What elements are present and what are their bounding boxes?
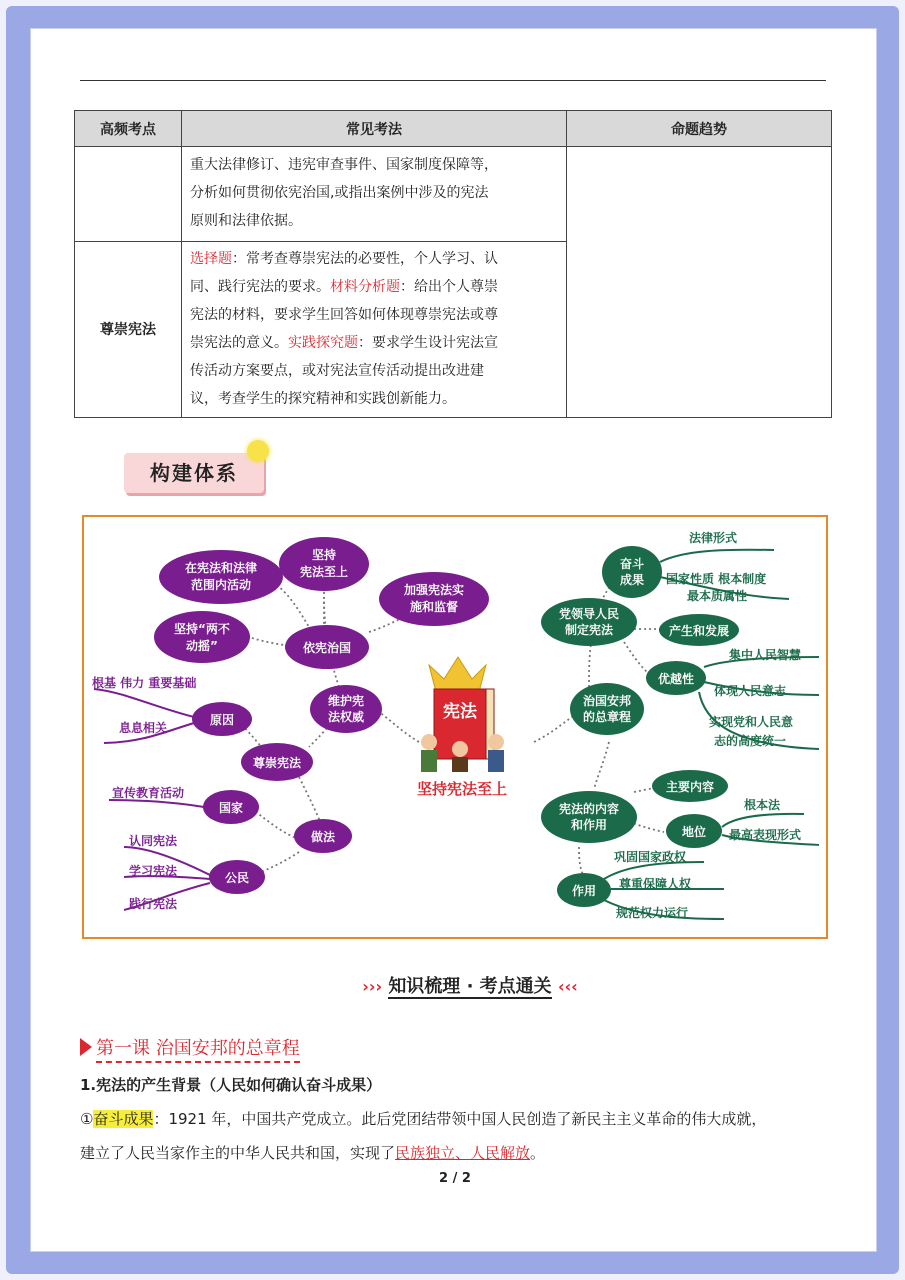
center-illustration: [417, 657, 507, 798]
paragraph: [80, 1102, 840, 1170]
table-cell: [182, 242, 567, 418]
cell-line: 重大法律修订、违宪审查事件、国家制度保障等，: [190, 157, 498, 173]
key-phrase: 民族独立、人民解放: [395, 1144, 531, 1162]
sun-dot-icon: [247, 440, 269, 462]
table-row: [75, 147, 832, 242]
node-label: 公民: [224, 871, 250, 885]
banner-title: 知识梳理 · 考点通关: [388, 976, 552, 997]
node-dld: [541, 598, 637, 646]
cell-line: 宪法的材料，要求学生回答如何体现尊崇宪法或尊: [190, 306, 498, 323]
cell-text: ：要求学生设计宪法宣: [358, 334, 498, 351]
leaf-label: 践行宪法: [129, 897, 178, 911]
cell-line: 分析如何贯彻依宪治国,或指出案例中涉及的宪法: [190, 185, 489, 201]
node-label: 成果: [619, 573, 645, 587]
node-label: 尊崇宪法: [252, 756, 302, 770]
section-banner: [340, 972, 600, 1002]
mind-map-svg: [84, 517, 826, 937]
node-label: 维护宪: [327, 694, 365, 708]
cell-text: ：给出个人尊崇: [400, 278, 498, 295]
node-c3: [379, 572, 489, 626]
center-title: 坚持宪法至上: [416, 780, 508, 798]
node-label: 原因: [209, 713, 235, 727]
exam-points-table: [74, 110, 832, 418]
node-nrzy: [541, 791, 637, 843]
cell-line: 议，考查学生的探究精神和实践创新能力。: [190, 390, 456, 407]
node-label: 奋斗: [619, 557, 645, 571]
topic-cell: 尊崇宪法: [75, 242, 182, 418]
node-label: 制定宪法: [564, 623, 614, 637]
point-title: 1.宪法的产生背景（人民如何确认奋斗成果）: [80, 1076, 382, 1094]
cell-line: 传活动方案要点，或对宪法宣传活动提出改进建: [190, 362, 484, 379]
triangle-marker-icon: [80, 1038, 92, 1056]
node-label: 依宪治国: [302, 641, 352, 655]
figure-body: [452, 757, 468, 772]
leaf-label: 根基 伟力 重要基础: [92, 676, 197, 690]
left-leaf-labels: [92, 675, 196, 911]
node-label: 的总章程: [582, 710, 632, 724]
node-label: 主要内容: [665, 780, 715, 794]
cell-line: [190, 245, 558, 273]
node-label: 加强宪法实: [403, 583, 465, 597]
leaf-label: 尊重保障人权: [619, 877, 692, 891]
table-header: 命题趋势: [567, 111, 832, 147]
figure-icon: [452, 741, 468, 757]
node-label: 国家: [218, 801, 244, 815]
table-cell-trend: [567, 147, 832, 418]
lesson-title-text: 第一课 治国安邦的总章程: [96, 1038, 300, 1063]
section-heading-text: 构建体系: [150, 461, 238, 485]
question-type: 材料分析题: [330, 278, 400, 295]
node-c4: [154, 611, 250, 663]
leaf-label: 集中人民智慧: [729, 648, 802, 662]
leaf-label: 体现人民意志: [714, 684, 787, 698]
leaf-label: 规范权力运行: [616, 906, 689, 920]
cell-line: 原则和法律依据。: [190, 213, 302, 229]
mind-map: [82, 515, 828, 939]
cell-text: ：常考查尊崇宪法的必要性，个人学习、认: [232, 250, 498, 267]
leaf-label: 法律形式: [689, 531, 738, 545]
node-label: 在宪法和法律: [184, 561, 258, 575]
figure-icon: [421, 734, 437, 750]
table-header: 高频考点: [75, 111, 182, 147]
node-c2: [279, 537, 369, 591]
node-label: 做法: [310, 830, 336, 844]
node-fdcg: [602, 546, 662, 598]
figure-icon: [488, 734, 504, 750]
chevrons-left-icon: ‹‹‹: [557, 977, 578, 996]
node-label: 党领导人民: [558, 607, 620, 621]
question-type: 选择题: [190, 250, 232, 267]
node-zgab: [570, 683, 644, 735]
header-rule: [80, 80, 826, 81]
node-label: 动摇”: [186, 639, 218, 653]
node-label: 宪法至上: [299, 565, 349, 579]
node-label: 宪法的内容: [558, 802, 620, 816]
node-label: 坚持: [311, 548, 337, 562]
section-heading: [124, 453, 264, 493]
table-cell: [75, 147, 182, 242]
node-label: 治国安邦: [582, 694, 632, 708]
question-type: 实践探究题: [288, 334, 358, 351]
leaf-label: 息息相关: [119, 721, 168, 735]
leaf-label: 认同宪法: [129, 834, 178, 848]
leaf-label: 宣传教育活动: [112, 786, 185, 800]
leaf-label: 根本法: [744, 798, 781, 812]
table-header: 常见考法: [182, 111, 567, 147]
figure-body: [421, 750, 437, 772]
node-c1: [159, 550, 283, 604]
highlight-term: 奋斗成果: [93, 1110, 154, 1128]
node-label: 优越性: [657, 672, 695, 686]
table-header-row: [75, 111, 832, 147]
node-label: 法权威: [327, 710, 365, 724]
para-text: ：1921 年，中国共产党成立。此后党团结带领中国人民创造了新民主主义革命的伟大成就，: [153, 1110, 767, 1128]
book-title: 宪法: [443, 702, 477, 722]
leaf-label: 志的高度统一: [714, 734, 787, 748]
node-label: 施和监督: [409, 600, 459, 614]
leaf-label: 最本质属性: [687, 589, 748, 603]
leaf-label: 巩固国家政权: [614, 850, 687, 864]
node-label: 作用: [571, 884, 597, 898]
para-text: 。: [530, 1144, 546, 1162]
cell-line: [190, 273, 558, 301]
leaf-label: 学习宪法: [129, 864, 178, 878]
leaf-label: 实现党和人民意: [709, 715, 794, 729]
node-label: 和作用: [570, 818, 608, 832]
node-label: 范围内活动: [190, 578, 252, 592]
cell-line: [190, 329, 558, 357]
node-label: 产生和发展: [668, 624, 730, 638]
leaf-label: 最高表现形式: [729, 828, 802, 842]
figure-body: [488, 750, 504, 772]
page-number: 2 / 2: [439, 1171, 471, 1186]
para-number: ①: [80, 1110, 94, 1128]
node-zfxw: [310, 685, 382, 733]
chevrons-right-icon: ›››: [362, 977, 383, 996]
table-cell: [182, 147, 567, 242]
crown-icon: [429, 657, 486, 692]
leaf-label: 国家性质 根本制度: [666, 572, 767, 586]
cell-text: 崇宪法的意义。: [190, 334, 288, 351]
node-label: 地位: [681, 825, 707, 839]
cell-text: 同、践行宪法的要求。: [190, 278, 330, 295]
node-label: 坚持“两不: [174, 622, 230, 636]
para-text: 建立了人民当家作主的中华人民共和国，实现了: [80, 1144, 396, 1162]
lesson-title: [80, 1034, 300, 1060]
